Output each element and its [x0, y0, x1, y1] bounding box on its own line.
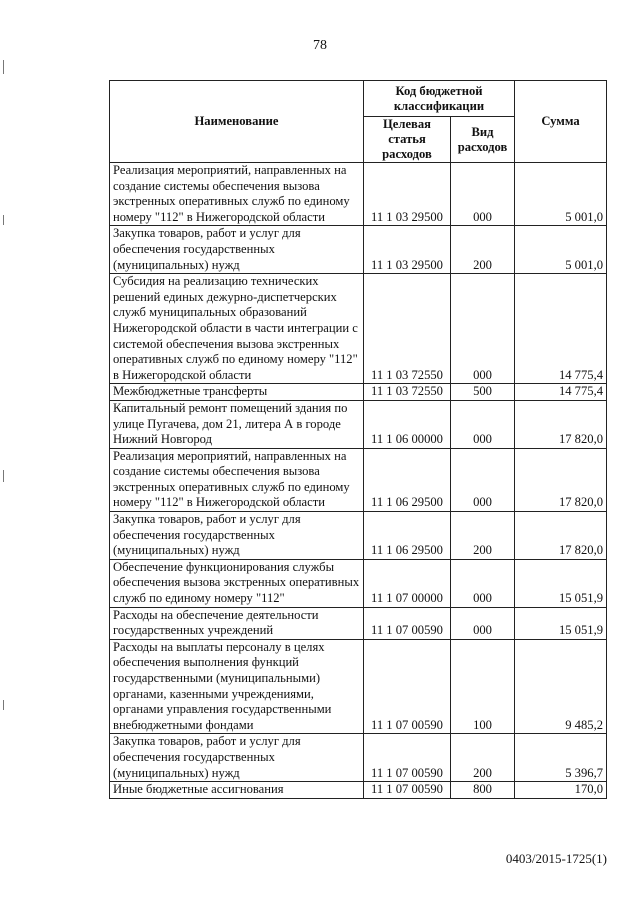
page-number: 78 [313, 38, 327, 53]
row-amount: 14 775,4 [515, 384, 607, 401]
row-expense-type: 000 [451, 163, 515, 226]
row-name: Закупка товаров, работ и услуг для обеспечения государственных (муниципальных) нужд [110, 226, 364, 274]
row-target-article: 11 1 03 29500 [364, 226, 451, 274]
scan-edge-mark [3, 215, 4, 225]
table-row [110, 782, 607, 799]
row-expense-type: 100 [451, 639, 515, 734]
row-amount: 170,0 [515, 782, 607, 799]
row-expense-type: 200 [451, 512, 515, 560]
row-expense-type: 200 [451, 734, 515, 782]
scan-edge-mark [3, 470, 4, 482]
row-amount: 14 775,4 [515, 274, 607, 384]
row-amount: 5 001,0 [515, 226, 607, 274]
table-row [110, 163, 607, 226]
header-target-article: Целевая статья расходов [364, 117, 451, 163]
row-expense-type: 800 [451, 782, 515, 799]
row-amount: 5 396,7 [515, 734, 607, 782]
row-expense-type: 000 [451, 400, 515, 448]
document-code: 0403/2015-1725(1) [505, 851, 607, 866]
row-name: Закупка товаров, работ и услуг для обеспечения государственных (муниципальных) нужд [110, 734, 364, 782]
table-row [110, 512, 607, 560]
row-name: Расходы на обеспечение деятельности государственных учреждений [110, 607, 364, 639]
row-expense-type: 500 [451, 384, 515, 401]
row-target-article: 11 1 06 29500 [364, 448, 451, 511]
row-expense-type: 200 [451, 226, 515, 274]
row-name: Расходы на выплаты персоналу в целях обеспечения выполнения функций государственными (муниципальными) органами, казенными учреждениями, органами управления государственными внебюджетными фондами [110, 639, 364, 734]
row-name: Межбюджетные трансферты [110, 384, 364, 401]
row-amount: 17 820,0 [515, 448, 607, 511]
row-name: Капитальный ремонт помещений здания по улице Пугачева, дом 21, литера А в городе Нижний Новгород [110, 400, 364, 448]
header-code-group: Код бюджетной классификации [364, 81, 515, 117]
row-amount: 15 051,9 [515, 607, 607, 639]
row-target-article: 11 1 07 00590 [364, 782, 451, 799]
row-target-article: 11 1 07 00000 [364, 559, 451, 607]
row-amount: 15 051,9 [515, 559, 607, 607]
row-name: Закупка товаров, работ и услуг для обеспечения государственных (муниципальных) нужд [110, 512, 364, 560]
row-name: Субсидия на реализацию технических решений единых дежурно-диспетчерских служб муниципальных образований Нижегородской области в части интеграции с системой обеспечения вызова экстренных оперативных служб по единому номеру "112" в Нижегородской области [110, 274, 364, 384]
row-amount: 9 485,2 [515, 639, 607, 734]
row-target-article: 11 1 03 72550 [364, 384, 451, 401]
row-name: Реализация мероприятий, направленных на создание системы обеспечения вызова экстренных оперативных служб по единому номеру "112" в Нижегородской области [110, 163, 364, 226]
table-row [110, 274, 607, 384]
table-row [110, 639, 607, 734]
table-row [110, 559, 607, 607]
header-amount: Сумма [515, 81, 607, 163]
row-target-article: 11 1 07 00590 [364, 607, 451, 639]
row-expense-type: 000 [451, 448, 515, 511]
table-header [110, 81, 607, 163]
table-row [110, 384, 607, 401]
header-expense-type: Вид расходов [451, 117, 515, 163]
table-row [110, 734, 607, 782]
header-name: Наименование [110, 81, 364, 163]
table-row [110, 448, 607, 511]
row-target-article: 11 1 06 29500 [364, 512, 451, 560]
row-target-article: 11 1 07 00590 [364, 734, 451, 782]
row-target-article: 11 1 03 29500 [364, 163, 451, 226]
row-name: Иные бюджетные ассигнования [110, 782, 364, 799]
scan-edge-mark [3, 60, 4, 74]
row-amount: 17 820,0 [515, 512, 607, 560]
row-expense-type: 000 [451, 274, 515, 384]
row-expense-type: 000 [451, 607, 515, 639]
table-row [110, 400, 607, 448]
row-amount: 17 820,0 [515, 400, 607, 448]
row-target-article: 11 1 03 72550 [364, 274, 451, 384]
table-row [110, 226, 607, 274]
row-name: Обеспечение функционирования службы обеспечения вызова экстренных оперативных служб по единому номеру "112" [110, 559, 364, 607]
row-target-article: 11 1 07 00590 [364, 639, 451, 734]
row-amount: 5 001,0 [515, 163, 607, 226]
scan-edge-mark [3, 700, 4, 710]
row-name: Реализация мероприятий, направленных на создание системы обеспечения вызова экстренных оперативных служб по единому номеру "112" в Нижегородской области [110, 448, 364, 511]
budget-table [109, 80, 607, 799]
table-row [110, 607, 607, 639]
row-target-article: 11 1 06 00000 [364, 400, 451, 448]
row-expense-type: 000 [451, 559, 515, 607]
